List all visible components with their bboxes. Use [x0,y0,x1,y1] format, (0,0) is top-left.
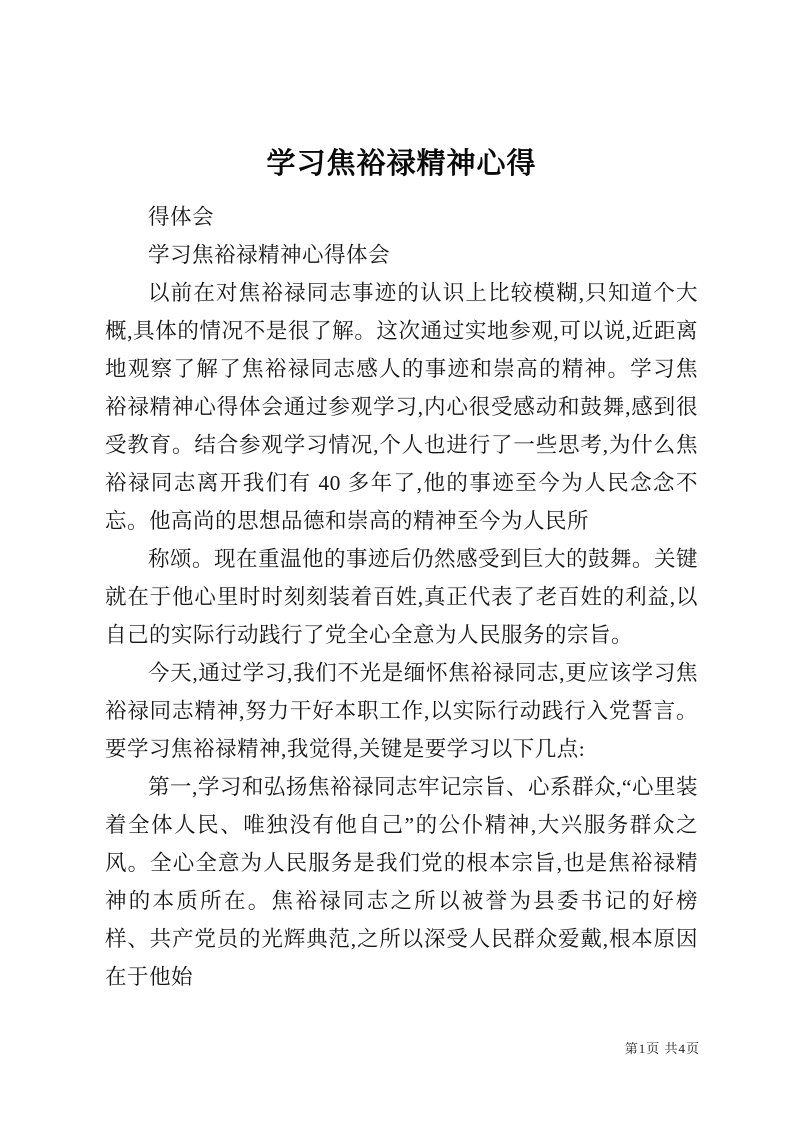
paragraph-subtitle: 学习焦裕禄精神心得体会 [148,243,391,267]
paragraph-body-4: 第一,学习和弘扬焦裕禄同志牢记宗旨、心系群众,“心里装着全体人民、唯独没有他自己”的公仆精神,大兴服务群众之风。全心全意为人民服务是我们党的根本宗旨,也是焦裕禄精神的本质所在。焦裕禄同志之所以被誉为县委书记的好榜样、共产党员的光辉典范,之所以深受人民群众爱戴,根本原因在于他始 [105,775,698,989]
paragraph-fragment: 得体会 [148,205,215,229]
document-title: 学习焦裕禄精神心得 [266,148,537,180]
paragraph-body-1: 以前在对焦裕禄同志事迹的认识上比较模糊,只知道个大概,具体的情况不是很了解。这次通过实地参观,可以说,近距离地观察了解了焦裕禄同志感人的事迹和崇高的精神。学习焦裕禄精神心得体会通过参观学习,内心很受感动和鼓舞,感到很受教育。结合参观学习情况,个人也进行了一些思考,为什么焦裕禄同志离开我们有 40 多年了,他的事迹至今为人民念念不忘。他高尚的思想品德和崇高的精神至今为人民所 [105,281,698,533]
paragraph-body-2: 称颂。现在重温他的事迹后仍然感受到巨大的鼓舞。关键就在于他心里时时刻刻装着百姓,真正代表了老百姓的利益,以自己的实际行动践行了党全心全意为人民服务的宗旨。 [105,547,699,647]
paragraph-body-3: 今天,通过学习,我们不光是缅怀焦裕禄同志,更应该学习焦裕禄同志精神,努力干好本职工作,以实际行动践行入党誓言。要学习焦裕禄精神,我觉得,关键是要学习以下几点: [105,661,698,761]
page-number-indicator: 第1页 共4页 [624,1041,700,1056]
